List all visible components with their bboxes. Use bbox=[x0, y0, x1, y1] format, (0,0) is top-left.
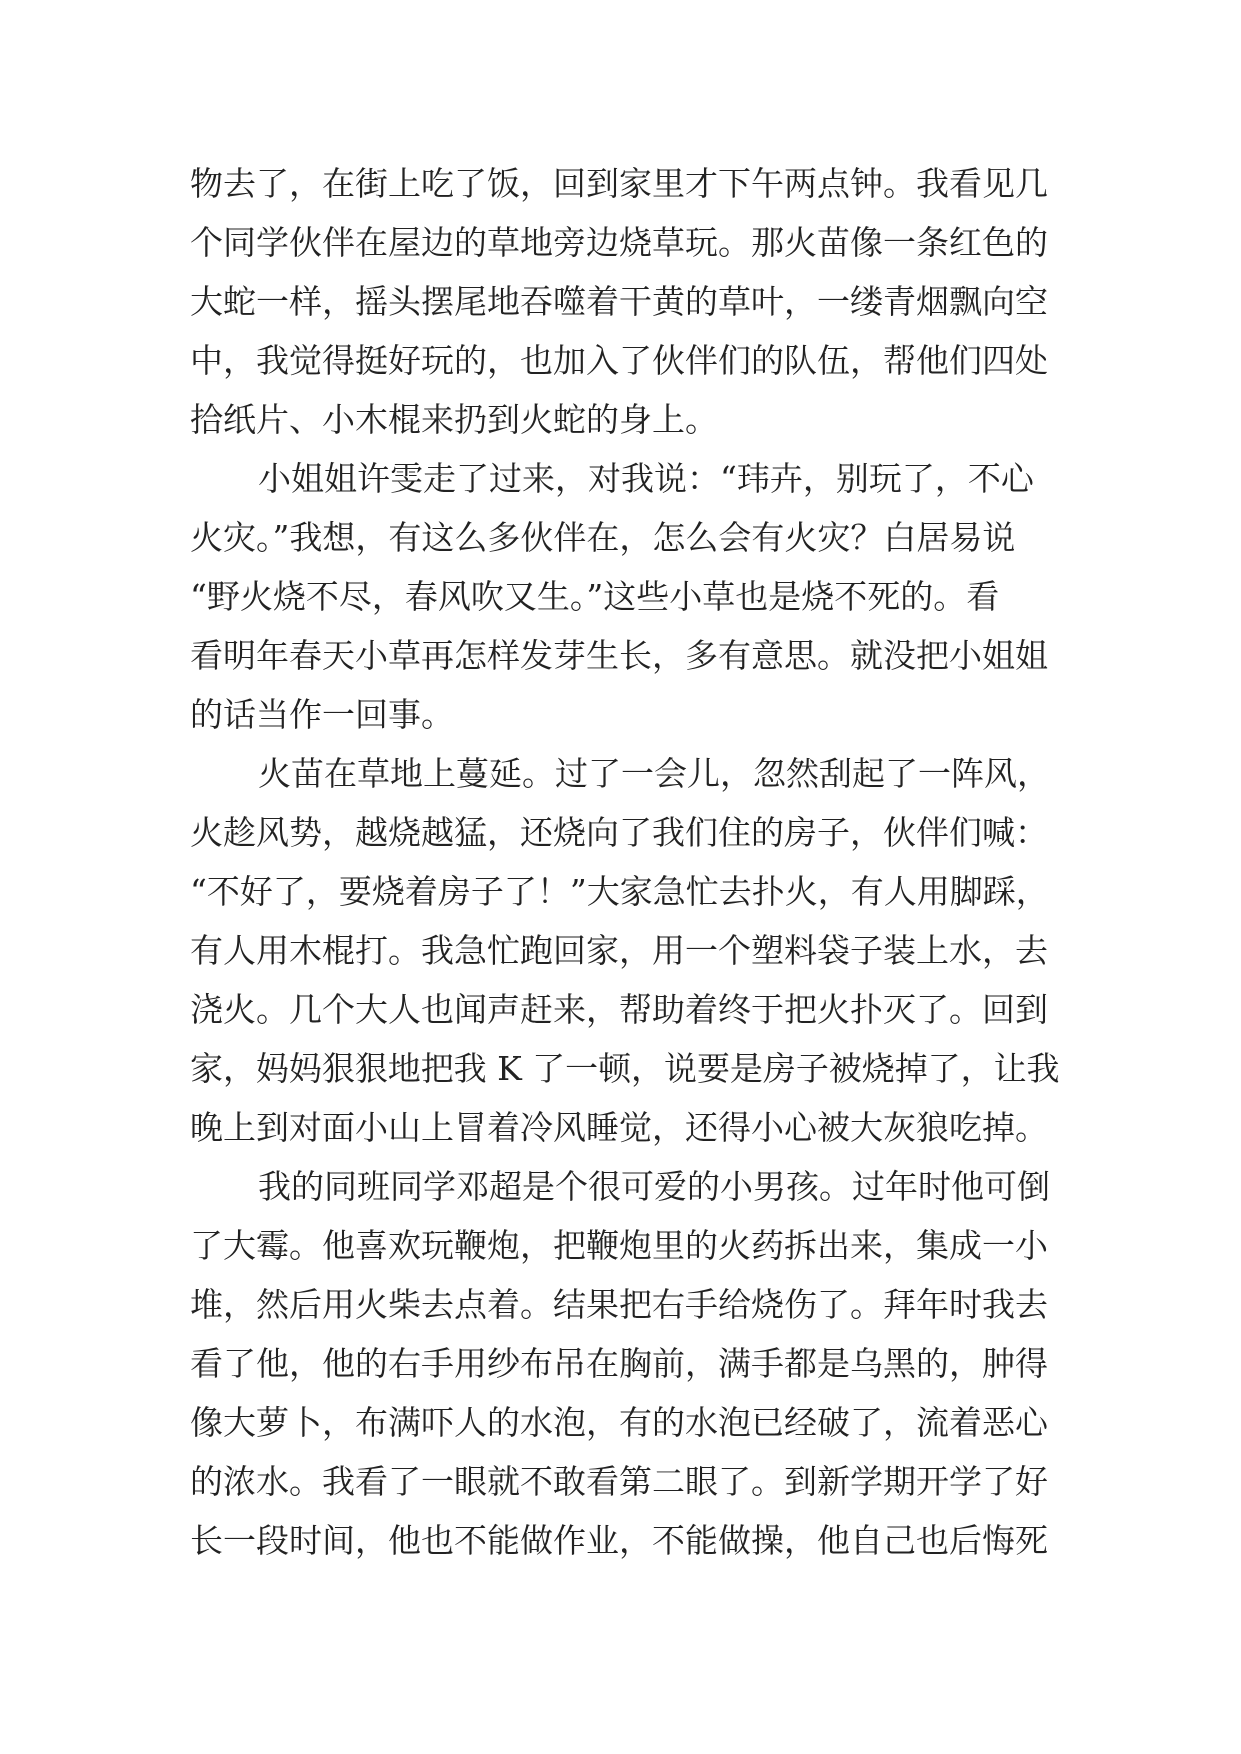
text-line: 大蛇一样，摇头摆尾地吞噬着干黄的草叶，一缕青烟飘向空 bbox=[190, 282, 1048, 321]
text-line: 了大霉。他喜欢玩鞭炮，把鞭炮里的火药拆出来，集成一小 bbox=[190, 1226, 1048, 1265]
text-line: 晚上到对面小山上冒着冷风睡觉，还得小心被大灰狼吃掉。 bbox=[190, 1108, 1048, 1147]
text-line: 看明年春天小草再怎样发芽生长，多有意思。就没把小姐姐 bbox=[190, 636, 1048, 675]
text-line: 火趁风势，越烧越猛，还烧向了我们住的房子，伙伴们喊： bbox=[190, 813, 1048, 852]
paragraph-first-line: 小姐姐许雯走了过来，对我说：“玮卉，别玩了，不心 bbox=[258, 459, 1034, 498]
text-line: 中，我觉得挺好玩的，也加入了伙伴们的队伍，帮他们四处 bbox=[190, 341, 1048, 380]
paragraph-first-line: 火苗在草地上蔓延。过了一会儿，忽然刮起了一阵风， bbox=[258, 754, 1050, 793]
text-line: 像大萝卜，布满吓人的水泡，有的水泡已经破了，流着恶心 bbox=[190, 1403, 1048, 1442]
text-line: 有人用木棍打。我急忙跑回家，用一个塑料袋子装上水，去 bbox=[190, 931, 1048, 970]
text-line: 拾纸片、小木棍来扔到火蛇的身上。 bbox=[190, 400, 718, 439]
text-line: 长一段时间，他也不能做作业，不能做操，他自己也后悔死 bbox=[190, 1521, 1048, 1560]
text-line: 堆，然后用火柴去点着。结果把右手给烧伤了。拜年时我去 bbox=[190, 1285, 1048, 1324]
text-line: 火灾。”我想，有这么多伙伴在，怎么会有火灾？白居易说 bbox=[190, 518, 1016, 557]
text-line: 看了他，他的右手用纱布吊在胸前，满手都是乌黑的，肿得 bbox=[190, 1344, 1048, 1383]
text-line: 的浓水。我看了一眼就不敢看第二眼了。到新学期开学了好 bbox=[190, 1462, 1048, 1501]
text-line: 的话当作一回事。 bbox=[190, 695, 454, 734]
paragraph-first-line: 我的同班同学邓超是个很可爱的小男孩。过年时他可倒 bbox=[258, 1167, 1050, 1206]
text-line: 浇火。几个大人也闻声赶来，帮助着终于把火扑灭了。回到 bbox=[190, 990, 1048, 1029]
text-line: 家，妈妈狠狠地把我 K 了一顿，说要是房子被烧掉了，让我 bbox=[190, 1049, 1060, 1088]
text-line: 个同学伙伴在屋边的草地旁边烧草玩。那火苗像一条红色的 bbox=[190, 223, 1048, 262]
text-line: 物去了，在街上吃了饭，回到家里才下午两点钟。我看见几 bbox=[190, 164, 1048, 203]
text-line: “不好了，要烧着房子了！”大家急忙去扑火，有人用脚踩， bbox=[190, 872, 1049, 911]
text-line: “野火烧不尽，春风吹又生。”这些小草也是烧不死的。看 bbox=[190, 577, 1000, 616]
body-text bbox=[190, 154, 1060, 1570]
